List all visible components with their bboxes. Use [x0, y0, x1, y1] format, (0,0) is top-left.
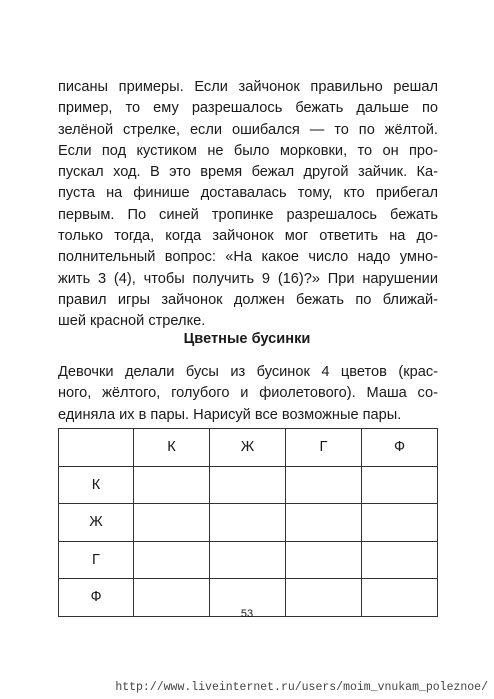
column-header: Ж	[210, 429, 286, 467]
empty-cell[interactable]	[286, 541, 362, 579]
text-line: пускал ход. В это время бежал другой зайчик. Ка-	[58, 164, 438, 181]
empty-cell[interactable]	[210, 504, 286, 542]
text-line: первым. По синей тропинке разрешалось бежать	[58, 206, 438, 223]
bead-pairs-table	[58, 428, 438, 617]
empty-cell[interactable]	[362, 466, 438, 504]
source-url: http://www.liveinternet.ru/users/moim_vnukam_poleznoe/	[115, 681, 488, 694]
text-line: пуста на финише доставалась тому, кто прибегал	[58, 185, 438, 202]
text-line: ного, жёлтого, голубого и фиолетового). Маша со-	[58, 385, 438, 402]
text-line: Если под кустиком не было морковки, то он про-	[58, 142, 438, 159]
row-header: Ф	[59, 579, 134, 617]
empty-cell[interactable]	[362, 504, 438, 542]
row-header: Ж	[59, 504, 134, 542]
text-line: Девочки делали бусы из бусинок 4 цветов (крас-	[58, 364, 438, 380]
empty-cell[interactable]	[286, 504, 362, 542]
empty-cell[interactable]	[134, 504, 210, 542]
text-line: жить 3 (4), чтобы получить 9 (16)?» При нарушении	[58, 270, 438, 287]
empty-cell[interactable]	[286, 466, 362, 504]
table-row	[59, 466, 438, 504]
table-corner-cell	[59, 429, 134, 467]
empty-cell[interactable]	[210, 541, 286, 579]
section-heading: Цветные бусинки	[183, 331, 311, 347]
column-header: К	[134, 429, 210, 467]
text-line: зелёной стрелке, если ошибался — то по жёлтой.	[58, 121, 438, 138]
empty-cell[interactable]	[134, 466, 210, 504]
row-header: К	[59, 466, 134, 504]
empty-cell[interactable]	[134, 541, 210, 579]
column-header: Г	[286, 429, 362, 467]
text-line: правил игры зайчонок должен бежать по ближай-	[58, 291, 438, 308]
column-header: Ф	[362, 429, 438, 467]
table-header-row	[59, 429, 438, 467]
empty-cell[interactable]	[210, 466, 286, 504]
table-row	[59, 541, 438, 579]
text-line: шей красной стрелке.	[58, 313, 206, 330]
text-line: единяла их в пары. Нарисуй все возможные пары.	[58, 406, 402, 423]
text-line: только тогда, когда зайчонок мог ответить на до-	[58, 228, 438, 245]
table-row	[59, 504, 438, 542]
paragraph-2	[58, 362, 438, 426]
empty-cell[interactable]	[362, 541, 438, 579]
paragraph-1	[58, 77, 438, 333]
page-number: 53	[240, 608, 254, 620]
text-line: писаны примеры. Если зайчонок правильно решал	[58, 79, 438, 95]
row-header: Г	[59, 541, 134, 579]
text-line: пример, то ему разрешалось бежать дальше по	[58, 100, 438, 117]
text-line: полнительный вопрос: «На какое число надо умно-	[58, 249, 438, 266]
